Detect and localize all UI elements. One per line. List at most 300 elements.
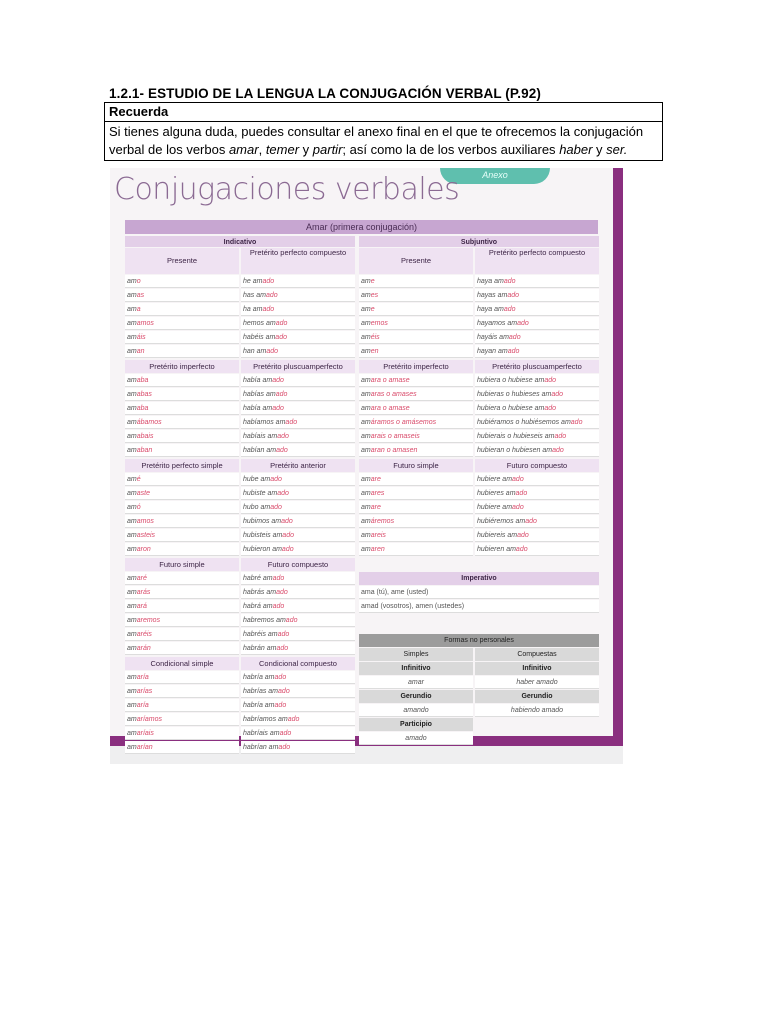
conjugation-cell <box>241 586 355 599</box>
conjugation-cell <box>241 303 355 316</box>
verb-ending: an <box>136 348 145 355</box>
verb-ending: ara o amase <box>370 377 410 384</box>
conjugation-cell <box>125 572 239 585</box>
verb-ending: ado <box>276 447 288 454</box>
verb-stem: am <box>361 546 371 553</box>
conjugation-cell <box>241 416 355 429</box>
verb-ending: ado <box>285 617 298 624</box>
conjugation-cell <box>359 345 473 358</box>
verb-stem: am <box>127 490 137 497</box>
form-label: Participio <box>359 718 473 731</box>
conjugation-cell <box>359 501 473 514</box>
verb-ending: are <box>370 504 381 511</box>
verb-stem: haya am <box>477 306 504 313</box>
verb-stem: am <box>361 419 371 426</box>
verb-ending: ado <box>277 490 289 497</box>
verb-ending: aremos <box>136 617 161 624</box>
verb-ending: ado <box>272 377 284 384</box>
verb-stem: am <box>127 476 137 483</box>
conjugation-cell <box>475 444 599 457</box>
verb-stem: am <box>361 292 371 299</box>
verb-ending: ado <box>265 292 278 299</box>
tense-header: Pretérito perfecto compuesto <box>475 248 599 274</box>
verb-stem: am <box>127 702 137 709</box>
verb-stem: hubieres am <box>477 490 516 497</box>
verb-stem: hubierais o hubieseis am <box>477 433 555 440</box>
conjugation-cell <box>125 416 239 429</box>
conjugation-cell <box>125 473 239 486</box>
verb-ending: ado <box>272 405 284 412</box>
verb-ending: ado <box>551 391 564 398</box>
conjugation-cell <box>125 402 239 415</box>
verb-stem: habrán am <box>243 645 277 652</box>
verb-stem: hubiste am <box>243 490 278 497</box>
verb-ending: aréis <box>136 631 152 638</box>
verb-stem: habías am <box>243 391 276 398</box>
conjugation-cell <box>475 430 599 443</box>
conjugation-cell <box>359 303 473 316</box>
verb-partir: partir <box>312 142 343 157</box>
conjugation-cell <box>475 416 599 429</box>
verb-stem: haya am <box>477 278 504 285</box>
conjugation-cell <box>475 515 599 528</box>
conjugation-cell <box>359 515 473 528</box>
conjugation-cell <box>359 529 473 542</box>
conjugation-cell <box>241 331 355 344</box>
verb-ending: a <box>136 306 141 313</box>
verb-ending: ado <box>552 447 564 454</box>
verb-stem: hemos am <box>243 320 276 327</box>
conjugation-cell <box>475 303 599 316</box>
conjugation-cell <box>475 317 599 330</box>
verb-ending: ado <box>515 490 528 497</box>
verb-ending: aba <box>136 377 149 384</box>
verb-stem: habrá am <box>243 603 273 610</box>
verb-ending: ábamos <box>136 419 162 426</box>
conjugation-cell <box>241 487 355 500</box>
tense-header: Pretérito pluscuamperfecto <box>475 360 599 373</box>
verb-ending: áremos <box>370 518 395 525</box>
reminder-sep: y <box>592 142 607 157</box>
conjugation-cell <box>241 642 355 655</box>
verb-ending: arais o amaseis <box>370 433 420 440</box>
no-personales-header: Formas no personales <box>359 634 599 647</box>
verb-stem: am <box>127 575 137 582</box>
verb-ending: ado <box>503 278 516 285</box>
verb-ending: amos <box>136 320 154 327</box>
conjugation-cell <box>241 289 355 302</box>
verb-ending: ado <box>270 476 282 483</box>
verb-ending: e <box>370 306 375 313</box>
verb-temer: temer <box>265 142 300 157</box>
verb-haber: haber <box>559 142 593 157</box>
conjugation-cell <box>359 487 473 500</box>
verb-ending: ado <box>285 419 298 426</box>
verb-stem: habíais am <box>243 433 278 440</box>
verb-ending: ado <box>275 334 287 341</box>
verb-ending: ará <box>136 603 147 610</box>
conjugation-cell <box>125 671 239 684</box>
verb-ending: ado <box>281 546 294 553</box>
conjugation-cell <box>241 600 355 613</box>
verb-stem: am <box>127 391 137 398</box>
verb-stem: hubieron am <box>243 546 282 553</box>
verb-stem: hayan am <box>477 348 508 355</box>
verb-stem: hubo am <box>243 504 271 511</box>
verb-stem: habré am <box>243 575 273 582</box>
reminder-box <box>104 102 663 161</box>
conjugation-cell <box>475 374 599 387</box>
verb-stem: am <box>127 532 137 539</box>
verb-stem: hubiéremos am <box>477 518 526 525</box>
conjugation-cell <box>241 515 355 528</box>
verb-amar: amar <box>228 142 259 157</box>
form-label: Infinitivo <box>475 662 599 675</box>
conjugation-cell <box>241 572 355 585</box>
form-value: amado <box>359 732 473 745</box>
verb-ending: aste <box>136 490 150 497</box>
verb-ending: ado <box>272 575 285 582</box>
verb-ending: ado <box>281 518 293 525</box>
verb-ending: emos <box>370 320 388 327</box>
verb-stem: am <box>127 518 137 525</box>
conjugation-cell <box>475 275 599 288</box>
verb-ending: ara o amase <box>370 405 410 412</box>
verb-ending: áramos o amásemos <box>370 419 437 426</box>
verb-ending: aría <box>136 702 149 709</box>
verb-stem: am <box>127 645 137 652</box>
conjugation-cell <box>359 543 473 556</box>
conjugation-cell <box>475 345 599 358</box>
subjuntivo-header: Subjuntivo <box>359 236 599 247</box>
conjugation-cell <box>125 501 239 514</box>
verb-stem: am <box>127 278 137 285</box>
verb-ending: ado <box>274 674 287 681</box>
verb-stem: am <box>361 348 371 355</box>
verb-stem: am <box>127 504 137 511</box>
conjugation-cell <box>475 487 599 500</box>
verb-ending: abais <box>136 433 154 440</box>
tense-header: Futuro simple <box>125 558 239 571</box>
tense-header: Pretérito perfecto compuesto <box>241 248 355 274</box>
verb-ending: es <box>370 292 379 299</box>
conjugation-cell <box>125 444 239 457</box>
verb-stem: am <box>127 348 137 355</box>
conjugation-cell <box>241 614 355 627</box>
verb-ending: ado <box>275 320 288 327</box>
conjugation-cell <box>125 317 239 330</box>
verb-stem: am <box>127 716 137 723</box>
conjugation-cell <box>241 543 355 556</box>
verb-ending: ado <box>503 306 516 313</box>
tense-header: Condicional compuesto <box>241 657 355 670</box>
tense-header: Presente <box>125 248 239 274</box>
verb-ending: ado <box>544 405 557 412</box>
verb-stem: am <box>127 447 137 454</box>
verb-ending: arán <box>136 645 151 652</box>
conjugation-cell <box>475 402 599 415</box>
verb-stem: am <box>361 476 371 483</box>
conjugation-cell <box>359 430 473 443</box>
verb-stem: hayas am <box>477 292 508 299</box>
verb-stem: habríamos am <box>243 716 288 723</box>
conjugation-cell <box>475 289 599 302</box>
verb-stem: hubiere am <box>477 504 513 511</box>
verb-stem: am <box>361 320 371 327</box>
conjugation-cell <box>241 444 355 457</box>
verb-stem: hubiere am <box>477 476 513 483</box>
conjugation-cell <box>125 685 239 698</box>
verb-ending: aran o amasen <box>370 447 418 454</box>
verb-ending: ó <box>136 504 141 511</box>
conjugation-cell <box>241 529 355 542</box>
verb-ending: ado <box>272 603 285 610</box>
verb-stem: am <box>361 447 371 454</box>
conjugation-cell <box>359 444 473 457</box>
verb-stem: habían am <box>243 447 277 454</box>
conjugation-cell <box>359 416 473 429</box>
verb-ending: ado <box>287 716 300 723</box>
conjugation-cell <box>125 430 239 443</box>
verb-stem: am <box>127 589 137 596</box>
conjugation-cell <box>241 501 355 514</box>
verb-ending: ado <box>274 702 287 709</box>
conjugation-cell <box>125 628 239 641</box>
verb-stem: am <box>127 334 137 341</box>
verb-ending: ado <box>517 532 529 539</box>
verb-stem: am <box>127 433 137 440</box>
verb-stem: am <box>361 334 371 341</box>
conjugation-cell <box>359 402 473 415</box>
verb-ending: ado <box>512 504 524 511</box>
verb-ending: arías <box>136 688 153 695</box>
conjugation-cell <box>241 345 355 358</box>
verb-stem: has am <box>243 292 266 299</box>
verb-ending: en <box>370 348 379 355</box>
conjugation-cell <box>359 388 473 401</box>
conjugation-cell <box>359 331 473 344</box>
imperativo-row: amad (vosotros), amen (ustedes) <box>359 600 599 613</box>
verb-ending: ado <box>282 532 294 539</box>
conjugation-cell <box>475 501 599 514</box>
verb-ending: aba <box>136 405 149 412</box>
verb-ending: aras o amases <box>370 391 417 398</box>
verb-stem: am <box>127 306 137 313</box>
tense-header: Condicional simple <box>125 657 239 670</box>
verb-stem: hubieras o hubieses am <box>477 391 552 398</box>
verb-stem: habrías am <box>243 688 279 695</box>
conjugation-cell <box>125 303 239 316</box>
verb-stem: am <box>361 518 371 525</box>
verb-ending: ado <box>277 433 289 440</box>
verb-stem: hubieran o hubiesen am <box>477 447 553 454</box>
verb-stem: han am <box>243 348 267 355</box>
verb-ending: ado <box>279 730 292 737</box>
verb-stem: había am <box>243 405 273 412</box>
conjugation-cell <box>125 374 239 387</box>
verb-stem: habría am <box>243 674 275 681</box>
verb-ending: ado <box>276 645 289 652</box>
form-value: amar <box>359 676 473 689</box>
verb-stem: am <box>361 306 371 313</box>
conjugation-cell <box>125 614 239 627</box>
verb-stem: he am <box>243 278 263 285</box>
verb-stem: hayamos am <box>477 320 518 327</box>
verb-ending: aríais <box>136 730 154 737</box>
tense-header: Pretérito imperfecto <box>125 360 239 373</box>
verb-ending: ado <box>512 476 524 483</box>
verb-ending: ado <box>278 744 291 751</box>
conjugation-cell <box>125 543 239 556</box>
verb-stem: había am <box>243 377 273 384</box>
verb-stem: am <box>361 490 371 497</box>
verb-ending: ado <box>277 631 290 638</box>
conjugation-cell <box>241 275 355 288</box>
verb-stem: habremos am <box>243 617 286 624</box>
tense-header: Pretérito anterior <box>241 459 355 472</box>
simples-header: Simples <box>359 648 473 661</box>
verb-stem: am <box>361 278 371 285</box>
verb-ending: arás <box>136 589 151 596</box>
conjugation-cell <box>241 473 355 486</box>
verb-stem: am <box>127 405 137 412</box>
form-value: amando <box>359 704 473 717</box>
verb-stem: am <box>127 419 137 426</box>
reminder-text-part: ; así como la de los verbos auxiliares <box>342 142 560 157</box>
verb-stem: ha am <box>243 306 263 313</box>
verb-stem: am <box>127 377 137 384</box>
conjugation-cell <box>125 713 239 726</box>
verb-stem: am <box>127 631 137 638</box>
imperativo-row: ama (tú), ame (usted) <box>359 586 599 599</box>
tense-header: Futuro compuesto <box>475 459 599 472</box>
conjugation-cell <box>125 741 239 754</box>
conjugation-cell <box>241 713 355 726</box>
verb-ending: ado <box>508 334 521 341</box>
form-value: habiendo amado <box>475 704 599 717</box>
scanned-conjugation-table <box>110 168 623 764</box>
conjugation-cell <box>125 586 239 599</box>
verb-ending: ado <box>270 504 282 511</box>
verb-stem: am <box>361 405 371 412</box>
conjugation-cell <box>475 388 599 401</box>
conjugation-cell <box>359 289 473 302</box>
conjugation-cell <box>241 388 355 401</box>
verb-ending: ado <box>278 688 290 695</box>
conjugation-cell <box>241 430 355 443</box>
verb-stem: am <box>127 292 137 299</box>
conjugation-cell <box>359 473 473 486</box>
form-label: Infinitivo <box>359 662 473 675</box>
verb-ending: ado <box>544 377 557 384</box>
conjugation-cell <box>475 473 599 486</box>
conjugation-cell <box>241 727 355 740</box>
tense-header: Presente <box>359 248 473 274</box>
verb-stem: am <box>127 730 137 737</box>
verb-ending: amos <box>136 518 154 525</box>
verb-ending: are <box>370 476 381 483</box>
conjugation-cell <box>125 345 239 358</box>
verb-stem: am <box>361 532 371 539</box>
annex-tab-label: Anexo <box>482 170 508 180</box>
conjugation-cell <box>125 727 239 740</box>
verb-stem: am <box>361 433 371 440</box>
verb-stem: hubimos am <box>243 518 282 525</box>
verb-ending: ado <box>276 589 288 596</box>
conjugation-cell <box>241 374 355 387</box>
conjugation-cell <box>241 317 355 330</box>
verb-ending: areis <box>370 532 386 539</box>
scan-title: Conjugaciones verbales <box>114 172 460 207</box>
verb-ending: ado <box>262 306 275 313</box>
verb-stem: am <box>361 377 371 384</box>
verb-stem: habríais am <box>243 730 280 737</box>
conjugation-cell <box>125 529 239 542</box>
verb-stem: habíamos am <box>243 419 286 426</box>
tense-header: Futuro compuesto <box>241 558 355 571</box>
conjugation-cell <box>241 671 355 684</box>
verb-stem: hubisteis am <box>243 532 283 539</box>
verb-ending: ado <box>517 320 529 327</box>
conjugation-cell <box>359 374 473 387</box>
conjugation-cell <box>125 388 239 401</box>
verb-ending: ado <box>554 433 567 440</box>
tense-header: Futuro simple <box>359 459 473 472</box>
conjugation-cell <box>241 402 355 415</box>
verb-ending: arían <box>136 744 153 751</box>
reminder-text <box>105 122 662 160</box>
conjugation-cell <box>241 685 355 698</box>
conjugation-cell <box>125 515 239 528</box>
verb-ending: aren <box>370 546 385 553</box>
verb-stem: habrían am <box>243 744 279 751</box>
verb-stem: am <box>127 744 137 751</box>
page-heading: 1.2.1- ESTUDIO DE LA LENGUA LA CONJUGACIÓN VERBAL (P.92) <box>109 86 541 101</box>
compuestas-header: Compuestas <box>475 648 599 661</box>
reminder-title: Recuerda <box>105 103 662 122</box>
verb-ending: aban <box>136 447 153 454</box>
verb-ending: o <box>136 278 141 285</box>
verb-ending: aría <box>136 674 149 681</box>
verb-stem: hube am <box>243 476 271 483</box>
verb-stem: habéis am <box>243 334 276 341</box>
verb-stem: hubiéramos o hubiésemos am <box>477 419 571 426</box>
verb-ending: as <box>136 292 145 299</box>
verb-stem: am <box>127 617 137 624</box>
verb-ending: ado <box>507 292 520 299</box>
verb-stem: am <box>127 320 137 327</box>
form-label: Gerundio <box>475 690 599 703</box>
verb-ending: ado <box>515 546 528 553</box>
conjugation-cell <box>125 289 239 302</box>
conjugation-cell <box>359 275 473 288</box>
verb-ser: ser. <box>606 142 628 157</box>
verb-stem: am <box>127 674 137 681</box>
reminder-sep: , <box>258 142 266 157</box>
tense-header: Pretérito imperfecto <box>359 360 473 373</box>
verb-ending: éis <box>370 334 380 341</box>
conjugation-cell <box>475 543 599 556</box>
verb-stem: am <box>127 603 137 610</box>
verb-stem: hubiera o hubiese am <box>477 377 545 384</box>
verb-stem: hubiereis am <box>477 532 518 539</box>
verb-ending: ares <box>370 490 385 497</box>
indicativo-header: Indicativo <box>125 236 355 247</box>
form-label: Gerundio <box>359 690 473 703</box>
verb-ending: aron <box>136 546 151 553</box>
verb-ending: ado <box>507 348 520 355</box>
verb-stem: am <box>361 391 371 398</box>
